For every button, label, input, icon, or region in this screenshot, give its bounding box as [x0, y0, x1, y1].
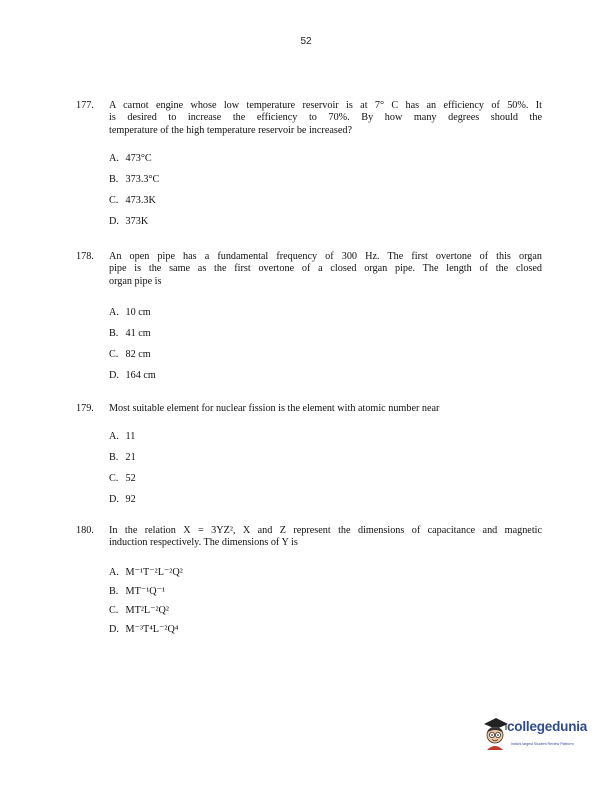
option-a: A. 473°C	[109, 152, 152, 164]
option-c: C. MT²L⁻²Q²	[109, 604, 169, 616]
question-text	[109, 100, 542, 137]
option-a: A. 10 cm	[109, 306, 151, 318]
options-list	[109, 153, 542, 237]
question-number: 178.	[76, 251, 94, 262]
options-list	[109, 307, 542, 391]
question-177	[76, 100, 542, 237]
question-text	[109, 525, 542, 550]
question-text	[109, 403, 542, 415]
question-line: is desired to increase the efficiency to 70%. By how many degrees should the	[109, 112, 542, 124]
question-line: A carnot engine whose low temperature reservoir is at 7° C has an efficiency of 50%. It	[109, 100, 542, 111]
option-d: D. M⁻³T⁴L⁻²Q⁴	[109, 623, 179, 635]
student-mascot-icon	[482, 716, 510, 752]
option-c: C. 52	[109, 473, 136, 485]
question-line: An open pipe has a fundamental frequency of 300 Hz. The first overtone of this organ	[109, 251, 542, 262]
page-number: 52	[300, 36, 312, 47]
question-line: pipe is the same as the first overtone of a closed organ pipe. The length of the closed	[109, 263, 542, 275]
option-c: C. 473.3K	[109, 194, 156, 206]
question-number: 180.	[76, 525, 94, 536]
option-d: D. 92	[109, 494, 136, 506]
option-b: B. 373.3°C	[109, 173, 160, 185]
option-c: C. 82 cm	[109, 348, 151, 360]
option-b: B. MT⁻¹Q⁻¹	[109, 585, 166, 597]
question-line: temperature of the high temperature reservoir be increased?	[109, 124, 352, 136]
option-a: A. 11	[109, 431, 136, 443]
brand-tagline: India's largest Student Review Platform	[511, 742, 574, 746]
question-line: In the relation X = 3YZ², X and Z represent the dimensions of capacitance and magnetic	[109, 525, 542, 536]
option-b: B. 41 cm	[109, 327, 151, 339]
option-d: D. 373K	[109, 215, 149, 227]
question-180	[76, 525, 542, 643]
options-list	[109, 431, 542, 515]
options-list	[109, 567, 542, 643]
question-line: induction respectively. The dimensions of Y is	[109, 537, 298, 549]
question-line: Most suitable element for nuclear fission is the element with atomic number near	[109, 403, 440, 414]
question-179	[76, 403, 542, 515]
brand-name: collegedunia	[507, 719, 588, 734]
option-a: A. M⁻¹T⁻²L⁻²Q²	[109, 566, 183, 578]
question-text	[109, 251, 542, 288]
question-number: 177.	[76, 100, 94, 111]
question-number: 179.	[76, 403, 94, 414]
question-line: organ pipe is	[109, 275, 162, 287]
option-b: B. 21	[109, 452, 136, 464]
collegedunia-logo	[482, 716, 602, 766]
option-d: D. 164 cm	[109, 369, 156, 381]
question-178	[76, 251, 542, 391]
